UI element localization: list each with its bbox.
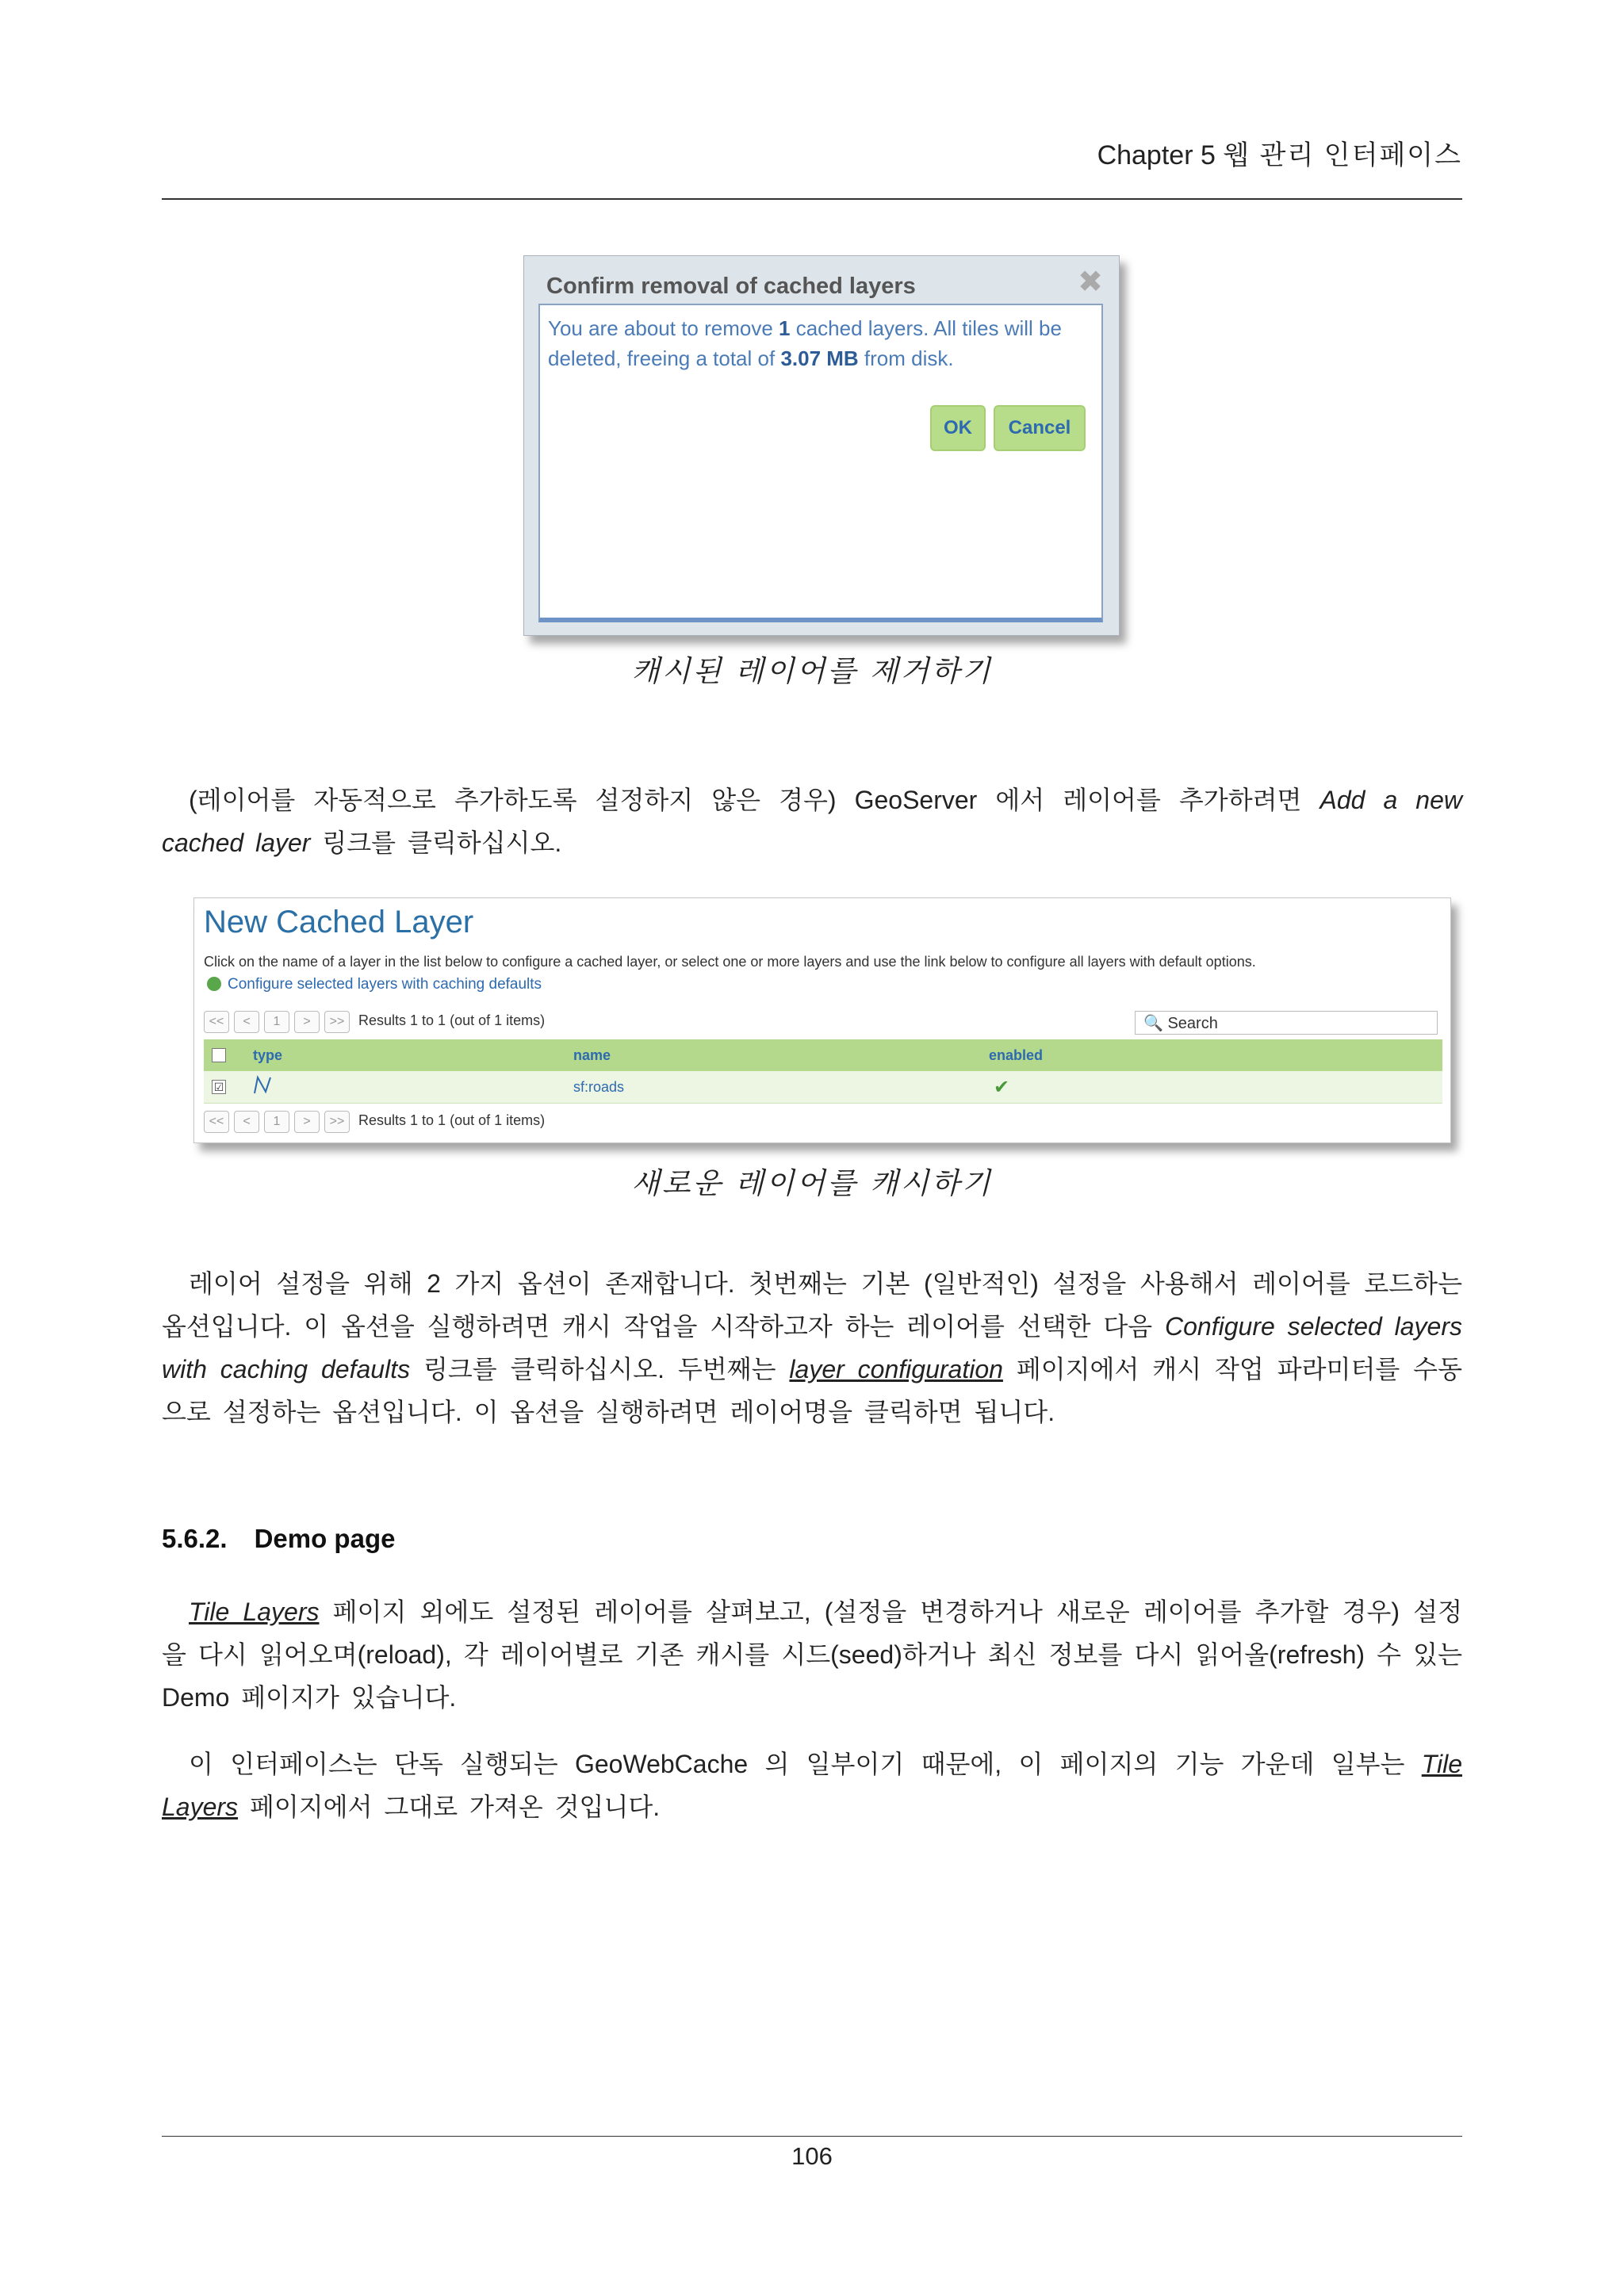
column-enabled[interactable]: enabled	[989, 1047, 1044, 1063]
chapter-label: Chapter 5	[1097, 140, 1216, 170]
running-header	[1097, 133, 1462, 172]
row-checkbox[interactable]: ☑	[212, 1080, 226, 1094]
results-count: Results 1 to 1 (out of 1 items)	[358, 1112, 546, 1128]
paragraph-add-layer: (레이어를 자동적으로 추가하도록 설정하지 않은 경우) GeoServer 에서 레이어를 추가하려면 Add a new cached layer 링크를 클릭하십시오.	[162, 786, 1462, 857]
panel-description: Click on the name of a layer in the list below to configure a cached layer, or select one or more layers and use the link below to configure all layers with default options.	[204, 954, 1256, 970]
search-input[interactable]: 🔍 Search	[1135, 1011, 1438, 1035]
line-layer-icon	[253, 1074, 274, 1100]
first-page-button[interactable]: <<	[204, 1111, 229, 1133]
enabled-check-icon: ✔	[994, 1077, 1010, 1098]
last-page-button[interactable]: >>	[324, 1011, 350, 1033]
figure-caption-1: 캐시된 레이어를 제거하기	[631, 654, 993, 688]
configure-defaults-link[interactable]: Configure selected layers with caching defaults	[207, 976, 542, 993]
layer-configuration-link[interactable]: layer configuration	[789, 1355, 1003, 1383]
last-page-button[interactable]: >>	[324, 1111, 350, 1133]
add-icon	[207, 977, 221, 991]
column-name[interactable]: name	[573, 1047, 611, 1063]
column-type[interactable]: type	[253, 1047, 283, 1063]
tile-layers-link[interactable]: Tile Layers	[162, 1750, 1462, 1821]
footer-rule	[162, 2136, 1462, 2137]
freed-size: 3.07 MB	[780, 346, 859, 370]
configure-defaults-ref: Configure selected layers with caching defaults	[162, 1312, 1462, 1383]
ok-button[interactable]: OK	[930, 405, 986, 451]
paragraph-layer-options: 레이어 설정을 위해 2 가지 옵션이 존재합니다. 첫번째는 기본 (일반적인) 설정을 사용해서 레이어를 로드하는 옵션입니다. 이 옵션을 실행하려면 캐시 작업을 시작하고자 하는 레이어를 선택한 다음 Configure selected layers with caching defaults 링크를 클릭하십시오. 두번째는 layer configuration 페이지에서 캐시 작업 파라미터를 수동으로 설정하는 옵션입니다. 이 옵션을 실행하려면 레이어명을 클릭하면 됩니다.	[162, 1269, 1463, 1426]
panel-title: New Cached Layer	[204, 905, 474, 939]
tile-layers-link[interactable]: Tile Layers	[189, 1598, 320, 1626]
add-new-cached-layer-ref: Add a new cached layer	[162, 786, 1462, 857]
prev-page-button[interactable]: <	[234, 1011, 259, 1033]
confirm-removal-dialog	[523, 255, 1120, 636]
next-page-button[interactable]: >	[294, 1011, 320, 1033]
paragraph-geowebcache: 이 인터페이스는 단독 실행되는 GeoWebCache 의 일부이기 때문에, 이 페이지의 기능 가운데 일부는 Tile Layers 페이지에서 그대로 가져온 것입니다.	[162, 1750, 1462, 1821]
cancel-button[interactable]: Cancel	[994, 405, 1086, 451]
pager-top	[204, 1011, 545, 1033]
pager-bottom	[204, 1111, 545, 1133]
table-header	[204, 1039, 1442, 1071]
search-icon: 🔍	[1143, 1015, 1163, 1032]
section-heading: 5.6.2. Demo page	[162, 1524, 396, 1553]
next-page-button[interactable]: >	[294, 1111, 320, 1133]
paragraph-demo-page: Tile Layers 페이지 외에도 설정된 레이어를 살펴보고, (설정을 변경하거나 새로운 레이어를 추가할 경우) 설정을 다시 읽어오며(reload), 각 레이어별로 기존 캐시를 시드(seed)하거나 최신 정보를 다시 읽어올(refresh) 수 있는 Demo 페이지가 있습니다.	[162, 1598, 1463, 1712]
dialog-body	[538, 304, 1103, 622]
new-cached-layer-panel	[193, 897, 1451, 1143]
layer-name-link[interactable]: sf:roads	[573, 1079, 625, 1095]
page-number-button[interactable]: 1	[264, 1011, 289, 1033]
first-page-button[interactable]: <<	[204, 1011, 229, 1033]
page-number: 106	[791, 2142, 833, 2170]
close-icon[interactable]: ✖	[1078, 266, 1103, 299]
dialog-message: You are about to remove 1 cached layers. All tiles will be deleted, freeing a total of 3.07 MB from disk.	[548, 316, 1062, 370]
removed-count: 1	[779, 316, 791, 340]
chapter-title: 웹 관리 인터페이스	[1223, 140, 1462, 170]
figure-caption-2: 새로운 레이어를 캐시하기	[631, 1166, 993, 1200]
dialog-title: Confirm removal of cached layers	[546, 274, 916, 299]
header-rule	[162, 198, 1462, 200]
table-row	[204, 1071, 1442, 1104]
page-number-button[interactable]: 1	[264, 1111, 289, 1133]
prev-page-button[interactable]: <	[234, 1111, 259, 1133]
select-all-checkbox[interactable]	[212, 1048, 226, 1062]
results-count: Results 1 to 1 (out of 1 items)	[358, 1012, 546, 1028]
